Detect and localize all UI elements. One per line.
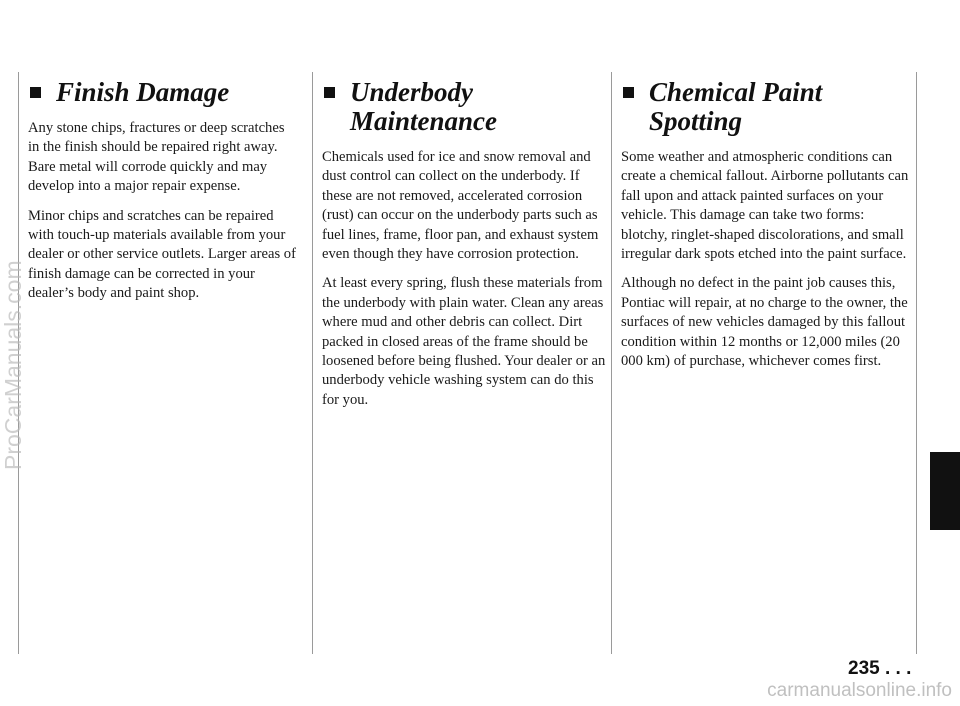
square-bullet-icon: [30, 87, 41, 98]
footer-watermark: carmanualsonline.info: [767, 680, 952, 701]
side-watermark: ProCarManuals.com: [0, 260, 26, 470]
column-rule-4: [916, 72, 917, 654]
section-heading: Finish Damage: [28, 78, 298, 107]
page-number: 235 . . .: [848, 658, 912, 679]
paragraph: Chemicals used for ice and snow removal and dust control can collect on the underbody. If these are not removed, accelerated corrosion (rust) can occur on the underbody parts such as fuel lines, frame, floor pan, and exhaust system even though they have corrosion protection.: [322, 149, 599, 263]
square-bullet-icon: [623, 87, 634, 98]
paragraph: Some weather and atmospheric conditions can create a chemical fallout. Airborne pollutants can fall upon and attack painted surfaces on your vehicle. This damage can take two forms: blotchy, ringlet-shaped discolorations, and small irregular dark spots etched into the paint surface.: [621, 149, 909, 263]
section-chemical-paint-spotting: [621, 70, 911, 381]
section-heading: Chemical Paint Spotting: [621, 78, 911, 136]
column-rule-3: [611, 72, 612, 654]
paragraph: At least every spring, flush these materials from the underbody with plain water. Clean any areas where mud and other debris can collect. Dirt packed in closed areas of the frame should be loosened before being flushed. Your dealer or an underbody vehicle washing system can do this for you.: [322, 275, 606, 408]
paragraph: Any stone chips, fractures or deep scratches in the finish should be repaired right away. Bare metal will corrode quickly and may develop into a major repair expense.: [28, 120, 285, 195]
section-tab-marker: [930, 452, 960, 530]
paragraph: Minor chips and scratches can be repaired with touch-up materials available from your dealer or other service outlets. Larger areas of finish damage can be corrected in your dealer’s body and paint shop.: [28, 207, 296, 302]
column-rule-2: [312, 72, 313, 654]
section-heading: Underbody Maintenance: [322, 78, 608, 136]
section-underbody-maintenance: [322, 70, 608, 420]
section-finish-damage: [28, 70, 298, 314]
paragraph: Although no defect in the paint job causes this, Pontiac will repair, at no charge to the owner, the surfaces of new vehicles damaged by this fallout condition within 12 months or 12,000 miles (20 000 km) of purchase, whichever comes first.: [621, 275, 908, 370]
square-bullet-icon: [324, 87, 335, 98]
